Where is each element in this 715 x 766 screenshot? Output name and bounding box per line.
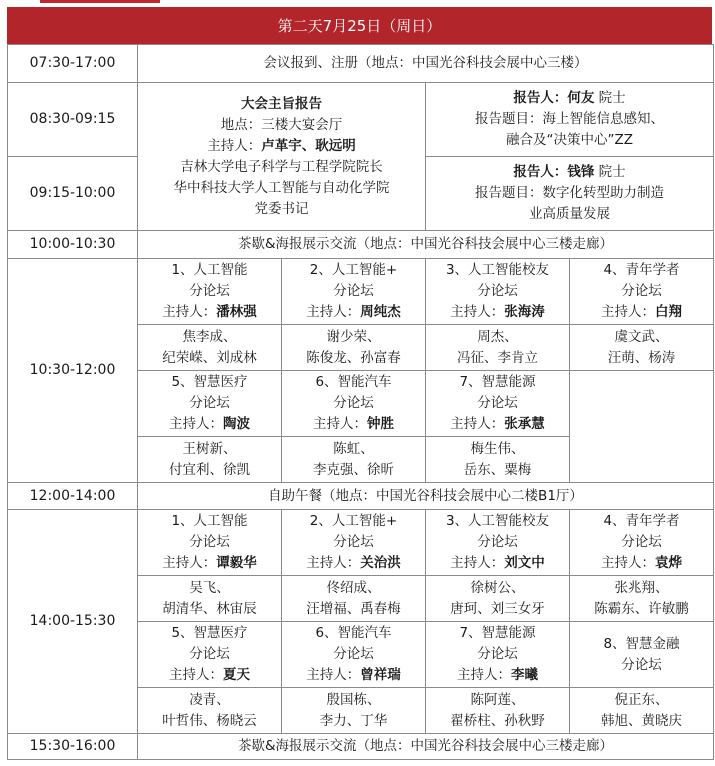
host-label: 主持人： [457,667,511,683]
forum-cell [426,510,570,576]
speakers-cell [138,325,282,371]
time-cell: 12:00-14:00 [8,483,138,510]
host-affiliation: 党委书记 [254,200,309,217]
time-cell: 15:30-16:00 [8,734,138,760]
table-row [8,259,714,325]
table-row [8,83,714,157]
host-name: 刘文中 [504,555,545,571]
time-cell: 10:00-10:30 [8,231,138,259]
forum-sub: 分论坛 [189,534,230,550]
forum-cell [426,622,570,688]
speaker-cell [426,157,714,231]
speaker-rank: 院士 [594,164,626,180]
forum-sub: 分论坛 [621,656,662,673]
speaker-label: 报告人：钱锋 [513,164,595,180]
time-cell: 14:00-15:30 [8,510,138,734]
host-label: 主持人： [313,416,367,432]
time-cell: 08:30-09:15 [8,83,138,157]
host-name: 白翔 [655,304,682,320]
forum-name: 6、智能汽车 [315,625,392,641]
report-topic: 融合及“决策中心”ZZ [506,132,633,148]
speakers-cell [570,576,714,622]
forum-cell [426,259,570,325]
forum-name: 4、青年学者 [603,513,680,529]
speakers-line: 殷国栋、 [326,691,381,708]
forum-name: 7、智慧能源 [459,625,536,641]
speakers-line: 李力、丁华 [319,712,388,729]
lunch-text: 自助午餐（地点：中国光谷科技会展中心二楼B1厅） [138,483,714,510]
speakers-line: 徐树公、 [470,579,525,596]
forum-cell [570,510,714,576]
forum-name: 5、智慧医疗 [171,374,248,390]
speakers-line: 韩旭、黄晓庆 [601,712,682,729]
host-label: 主持人： [306,304,361,320]
forum-name: 1、人工智能 [171,262,248,278]
forum-cell [282,622,426,688]
host-name: 袁烨 [655,555,682,571]
host-name: 张承慧 [504,416,545,432]
forum-host [601,553,682,574]
host-label: 主持人： [169,416,223,432]
speakers-line: 胡清华、林宙辰 [162,600,257,617]
speakers-line: 凌青、 [189,691,230,708]
speakers-cell [282,576,426,622]
forum-sub: 分论坛 [621,283,662,299]
host-label: 主持人： [601,555,655,571]
speaker-label: 报告人：何友 [513,90,595,106]
forum-host [313,414,394,435]
speakers-line: 陈阿莲、 [470,691,525,708]
plenary-info [138,83,426,231]
host-name: 谭毅华 [216,555,257,571]
forum-host [306,553,401,574]
host-label: 主持人： [207,137,262,154]
host-name: 潘林强 [216,304,257,320]
speakers-line: 谢少荣、 [326,328,381,345]
host-affiliation: 吉林大学电子科学与工程学院院长 [180,158,383,175]
plenary-location: 地点：三楼大宴会厅 [220,116,343,133]
forum-name: 1、人工智能 [171,513,248,529]
day-header: 第二天7月25日（周日） [7,7,712,44]
speakers-line: 陈俊龙、孙富春 [306,349,401,366]
forum-name: 8、智慧金融 [603,635,680,652]
forum-sub: 分论坛 [189,395,230,411]
table-row [8,231,714,259]
speakers-line: 张兆翔、 [614,579,669,596]
forum-cell [138,510,282,576]
forum-host [162,553,257,574]
forum-host [450,553,545,574]
speakers-line: 虞文武、 [614,328,669,345]
host-name: 周纯杰 [360,304,401,320]
host-name: 钟胜 [367,416,394,432]
forum-name: 7、智慧能源 [459,374,536,390]
forum-host [169,665,250,686]
forum-sub: 分论坛 [333,534,374,550]
speakers-line: 汪增福、禹春梅 [306,600,401,617]
host-name: 李曦 [511,667,538,683]
forum-host [450,414,545,435]
report-topic: 业高质量发展 [529,206,610,222]
table-row [8,483,714,510]
forum-host [169,414,250,435]
speakers-cell [282,325,426,371]
speakers-line: 王树新、 [182,440,237,457]
host-affiliation: 华中科技大学人工智能与自动化学院 [173,179,390,196]
speakers-line: 陈霸东、许敏鹏 [594,600,689,617]
top-strip [0,0,715,7]
forum-name: 2、人工智能+ [309,262,398,278]
time-cell: 09:15-10:00 [8,157,138,231]
speakers-cell [426,576,570,622]
speakers-line: 岳东、粟梅 [463,461,532,478]
host-label: 主持人： [162,304,217,320]
forum-cell [138,371,282,437]
speakers-cell [426,688,570,734]
host-name: 张海涛 [504,304,545,320]
forum-cell [138,622,282,688]
forum-name: 6、智能汽车 [315,374,392,390]
host-label: 主持人： [306,555,361,571]
host-label: 主持人： [450,555,505,571]
speakers-cell [426,437,570,483]
speakers-cell [570,325,714,371]
forum-cell [282,371,426,437]
speakers-line: 纪荣嵘、刘成林 [162,349,257,366]
forum-host [306,665,401,686]
speakers-cell [138,576,282,622]
speakers-line: 焦李成、 [182,328,237,345]
forum-sub: 分论坛 [477,283,518,299]
plenary-hosts [207,136,356,157]
forum-sub: 分论坛 [477,395,518,411]
speakers-line: 佟绍成、 [326,579,381,596]
host-name: 夏天 [223,667,250,683]
forum-name: 3、人工智能校友 [445,262,550,278]
speakers-cell [138,688,282,734]
host-label: 主持人： [169,667,223,683]
speakers-line: 汪萌、杨涛 [607,349,676,366]
forum-name: 5、智慧医疗 [171,625,248,641]
forum-host [601,302,682,323]
speakers-cell [138,437,282,483]
forum-cell [570,622,714,688]
tea-break-text: 茶歇&海报展示交流（地点：中国光谷科技会展中心三楼走廊） [138,231,714,259]
table-row [8,45,714,83]
report-topic: 报告题目：海上智能信息感知、 [475,111,664,127]
forum-cell [282,259,426,325]
time-cell: 07:30-17:00 [8,45,138,83]
host-label: 主持人： [450,416,505,432]
forum-name: 3、人工智能校友 [445,513,550,529]
empty-cell [570,371,714,483]
host-label: 主持人： [601,304,655,320]
host-label: 主持人： [162,555,217,571]
forum-sub: 分论坛 [477,646,518,662]
plenary-title: 大会主旨报告 [241,95,322,112]
host-names: 卢革宇、耿远明 [261,137,356,154]
forum-sub: 分论坛 [333,283,374,299]
speakers-cell [282,437,426,483]
time-cell: 10:30-12:00 [8,259,138,483]
forum-cell [426,371,570,437]
forum-name: 2、人工智能+ [309,513,398,529]
speaker-name [513,88,625,109]
table-row [8,510,714,576]
forum-host [162,302,257,323]
speaker-cell [426,83,714,157]
speakers-line: 叶哲伟、杨晓云 [162,712,257,729]
forum-name: 4、青年学者 [603,262,680,278]
tea-break-text: 茶歇&海报展示交流（地点：中国光谷科技会展中心三楼走廊） [138,734,714,760]
speakers-line: 倪正东、 [614,691,669,708]
speakers-line: 梅生伟、 [470,440,525,457]
forum-sub: 分论坛 [333,646,374,662]
speakers-line: 吴飞、 [189,579,230,596]
speakers-line: 陈虹、 [333,440,374,457]
forum-cell [282,510,426,576]
speakers-line: 冯征、李肯立 [457,349,538,366]
forum-sub: 分论坛 [477,534,518,550]
forum-sub: 分论坛 [189,646,230,662]
speakers-line: 唐珂、刘三女牙 [450,600,545,617]
forum-host [457,665,538,686]
schedule-table [7,44,714,760]
speakers-cell [570,688,714,734]
top-accent-line [40,0,160,3]
table-row [8,734,714,760]
host-name: 陶波 [223,416,250,432]
host-name: 曾祥瑞 [360,667,401,683]
speakers-line: 付宜利、徐凯 [169,461,250,478]
forum-sub: 分论坛 [333,395,374,411]
host-label: 主持人： [306,667,361,683]
registration-text: 会议报到、注册（地点：中国光谷科技会展中心三楼） [138,45,714,83]
forum-cell [570,259,714,325]
speakers-line: 翟桥柱、孙秋野 [450,712,545,729]
speaker-name [513,162,625,183]
forum-host [450,302,545,323]
speakers-cell [426,325,570,371]
forum-sub: 分论坛 [621,534,662,550]
speakers-line: 李克强、徐昕 [313,461,394,478]
forum-cell [138,259,282,325]
speakers-cell [282,688,426,734]
host-name: 关治洪 [360,555,401,571]
speakers-line: 周杰、 [477,328,518,345]
report-topic: 报告题目：数字化转型助力制造 [475,185,664,201]
host-label: 主持人： [450,304,505,320]
forum-host [306,302,401,323]
speaker-rank: 院士 [594,90,626,106]
forum-sub: 分论坛 [189,283,230,299]
